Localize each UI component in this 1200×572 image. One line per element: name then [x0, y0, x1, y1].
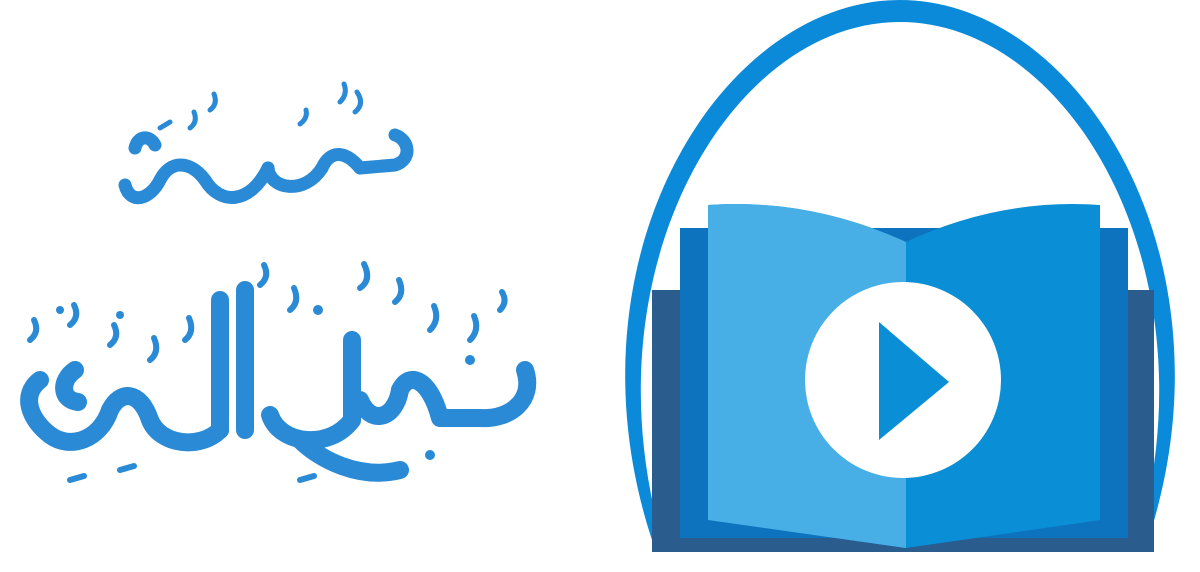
- calligraphy-artwork: [0, 40, 560, 540]
- emblem-artwork: [600, 0, 1200, 572]
- word-madrasa-marks: [160, 84, 361, 128]
- phrase-marks: [30, 264, 505, 480]
- calligraphy-wordmark: [0, 40, 560, 540]
- phrase-minhaj-alnubuwwa: [29, 290, 527, 473]
- word-madrasa: [125, 135, 407, 198]
- emblem: [600, 0, 1200, 572]
- play-icon: [805, 282, 1001, 478]
